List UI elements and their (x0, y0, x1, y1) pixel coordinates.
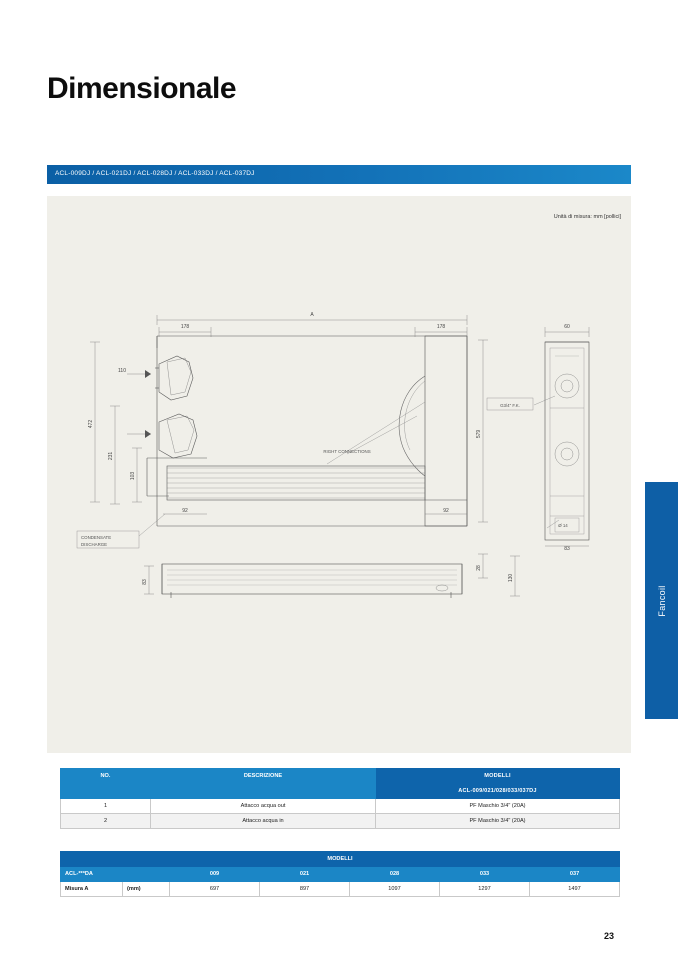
connections-table (60, 768, 620, 829)
col-header-modelli-title: MODELLI (61, 852, 620, 867)
col-header-no: NO. (61, 769, 151, 784)
dim-label-dia14: Ø 14 (558, 523, 568, 528)
dim-label-28: 28 (476, 565, 482, 571)
measure-value-028: 1097 (350, 882, 440, 897)
table-row (61, 814, 620, 829)
side-tab-label: Fancoil (656, 584, 667, 617)
dim-label-579: 579 (476, 429, 482, 439)
measure-unit: (mm) (123, 882, 170, 897)
model-series-label: ACL-009DJ / ACL-021DJ / ACL-028DJ / ACL-033DJ / ACL-037DJ (55, 170, 255, 177)
model-009: 009 (170, 867, 260, 882)
model-037: 037 (530, 867, 620, 882)
row-label-acl: ACL-***DA (61, 867, 170, 882)
page-title: Dimensionale (47, 72, 237, 105)
cell-modello: PF Maschio 3/4" (20A) (376, 799, 620, 814)
dim-label-130: 130 (508, 573, 514, 583)
note-condensate-line1: CONDENSATE (81, 535, 112, 540)
col-header-modelli: MODELLI (376, 769, 620, 784)
technical-drawing-panel (47, 196, 631, 753)
table-row (61, 882, 620, 897)
dim-label-178-left: 178 (180, 324, 190, 330)
dim-label-60: 60 (564, 324, 570, 330)
dim-label-92-right: 92 (443, 508, 449, 514)
cell-modello: PF Maschio 3/4" (20A) (376, 814, 620, 829)
model-series-bar (47, 165, 631, 184)
model-028: 028 (350, 867, 440, 882)
page-number: 23 (604, 931, 615, 941)
table-models-row (61, 867, 620, 882)
subheader-blank-1 (61, 784, 151, 799)
dim-label-83-left: 83 (142, 579, 148, 585)
measure-value-037: 1497 (530, 882, 620, 897)
cell-descrizione: Attacco acqua out (151, 799, 376, 814)
table-header-row (61, 769, 620, 784)
dim-label-103: 103 (130, 471, 136, 481)
dim-label-472: 472 (88, 419, 94, 429)
dim-label-231: 231 (108, 451, 114, 461)
note-thread: G3/4" F.K. (500, 403, 520, 408)
cell-descrizione: Attacco acqua in (151, 814, 376, 829)
units-note: Unità di misura: mm [pollici] (553, 214, 621, 220)
model-021: 021 (260, 867, 350, 882)
dimensional-drawing (47, 196, 631, 753)
table-subheader-row (61, 784, 620, 799)
measure-value-009: 697 (170, 882, 260, 897)
dim-label-178-right: 178 (436, 324, 446, 330)
col-subheader-modelli: ACL-009/021/028/033/037DJ (376, 784, 620, 799)
side-tab-fancoil (645, 482, 678, 719)
table-header-row (61, 852, 620, 867)
measure-value-021: 897 (260, 882, 350, 897)
note-condensate-line2: DISCHARGE (81, 542, 108, 547)
measure-label: Misura A (61, 882, 123, 897)
dimensions-table (60, 851, 620, 897)
subheader-blank-2 (151, 784, 376, 799)
col-header-descrizione: DESCRIZIONE (151, 769, 376, 784)
dim-label-110: 110 (118, 368, 126, 374)
dim-label-a: A (310, 312, 314, 318)
dim-label-92-left: 92 (182, 508, 188, 514)
table-row (61, 799, 620, 814)
note-right-connections: RIGHT CONNECTIONS (323, 449, 371, 454)
cell-no: 1 (61, 799, 151, 814)
cell-no: 2 (61, 814, 151, 829)
measure-value-033: 1297 (440, 882, 530, 897)
model-033: 033 (440, 867, 530, 882)
dim-label-83-right: 83 (564, 546, 570, 552)
